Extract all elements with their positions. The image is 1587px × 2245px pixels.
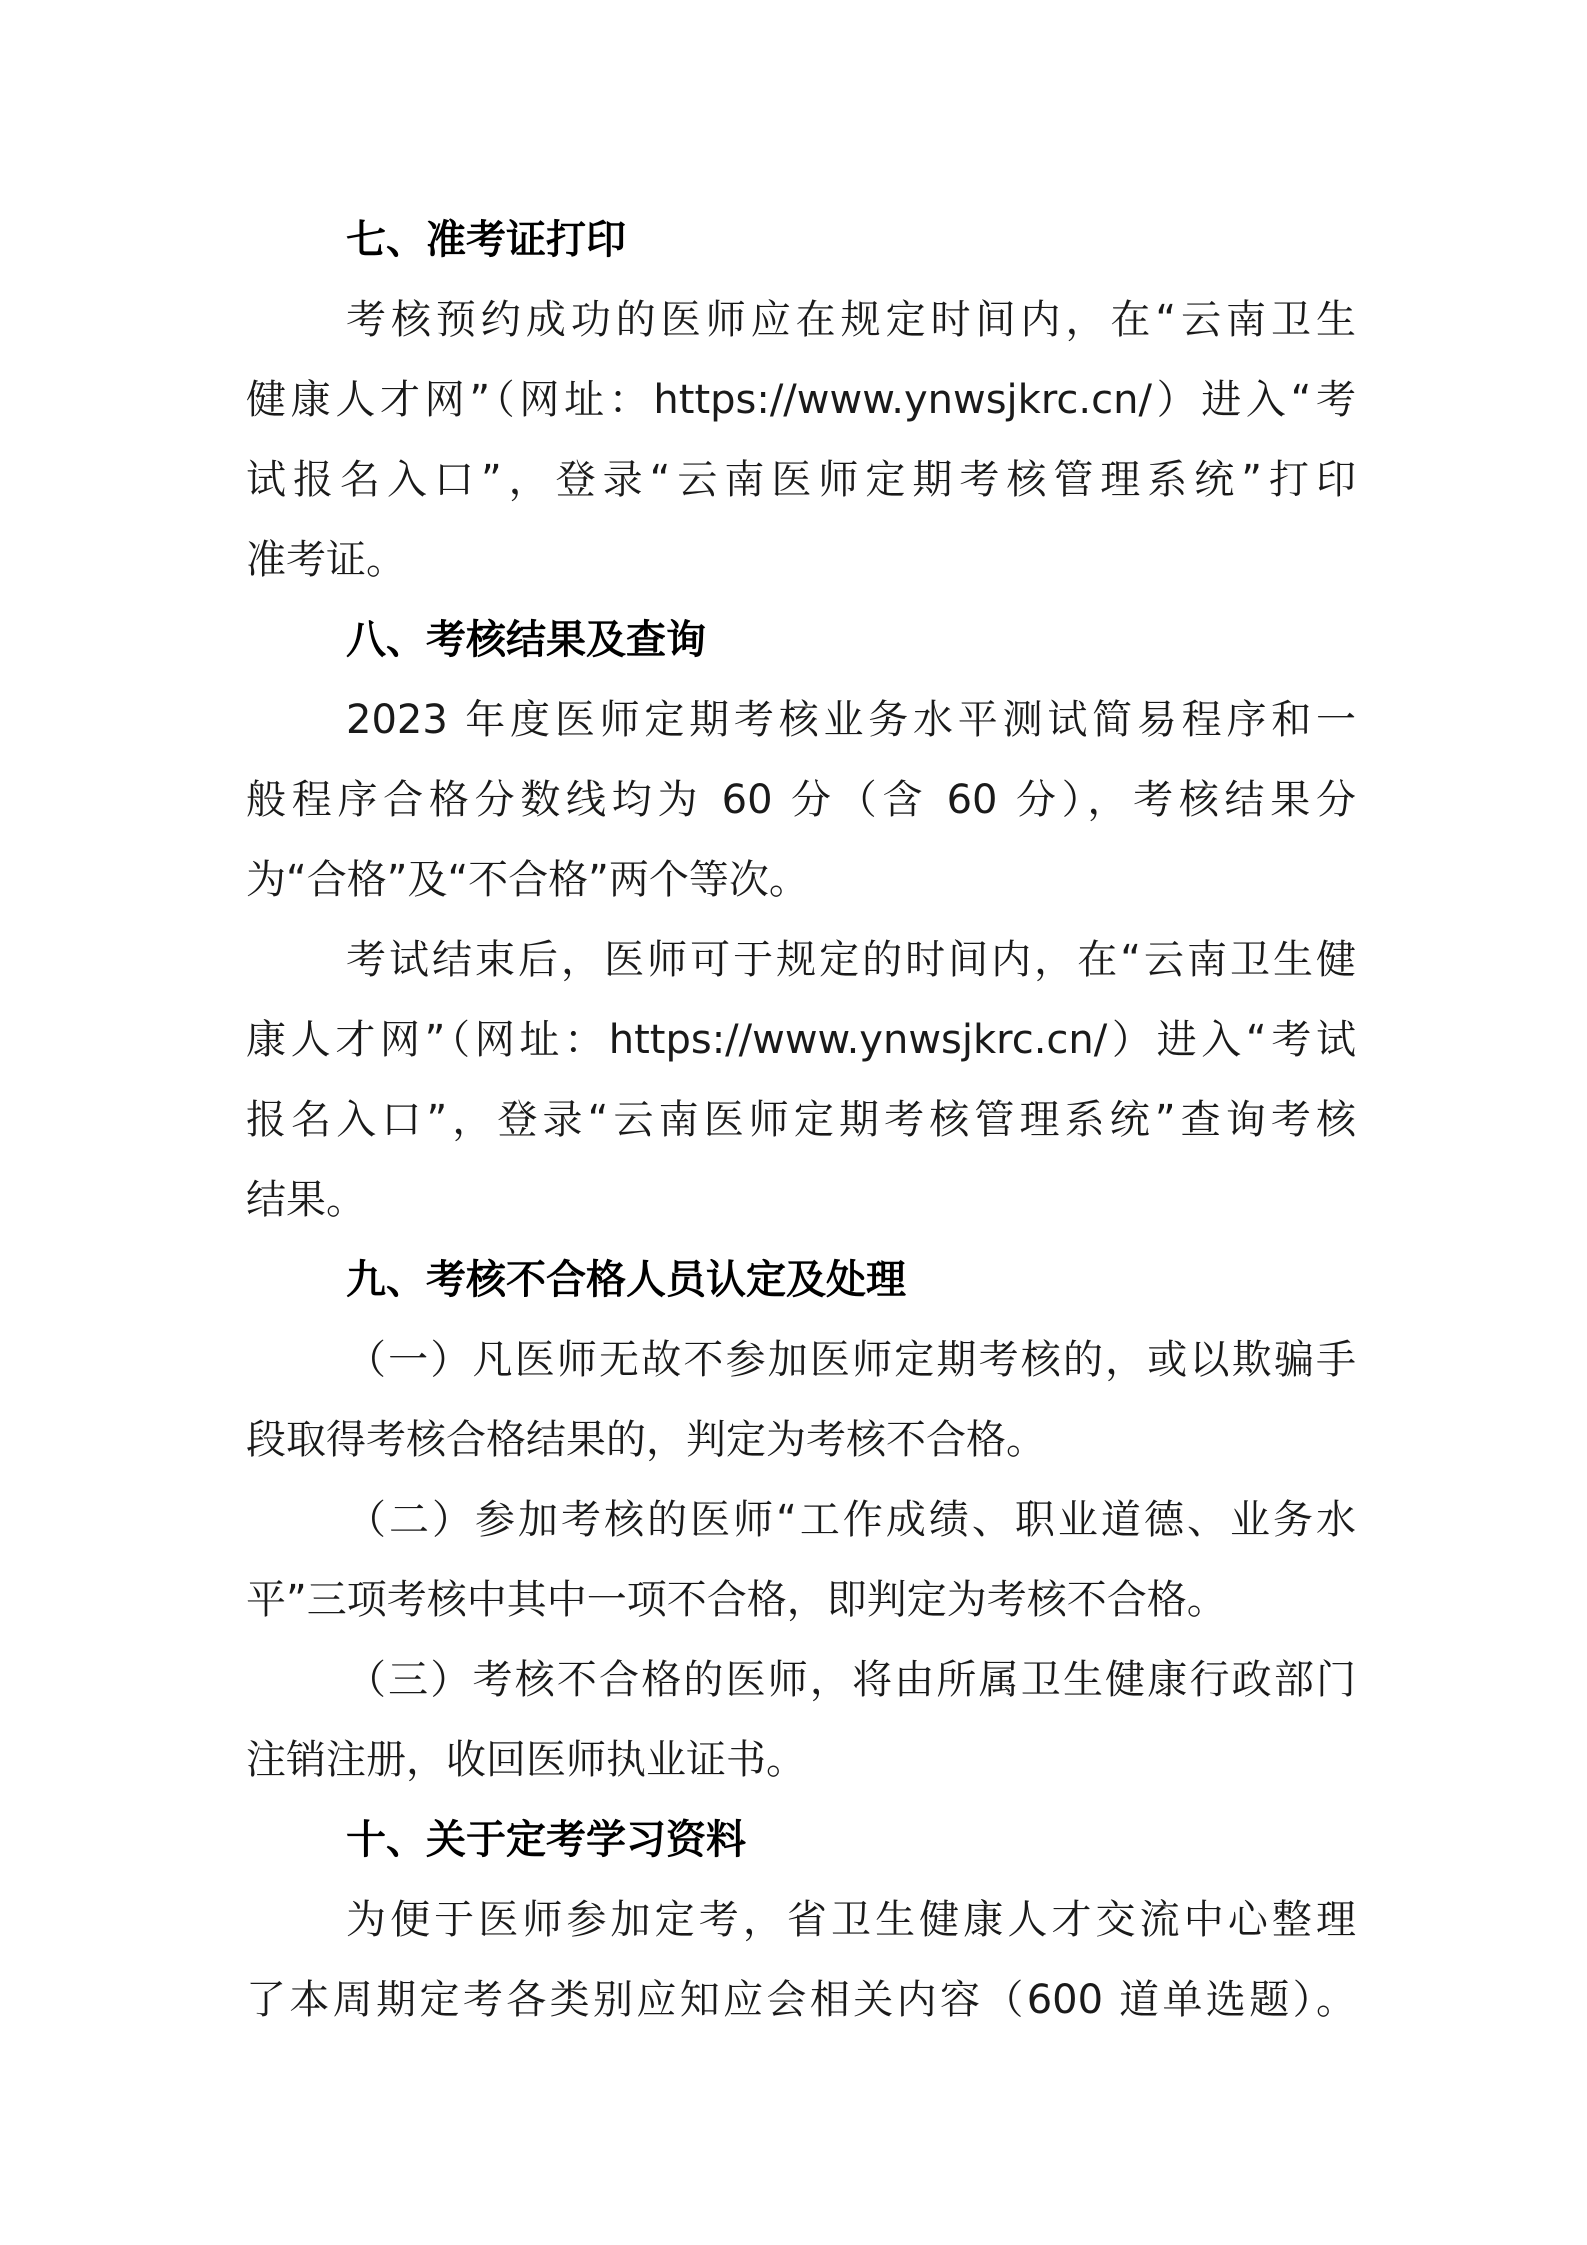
section-8-p1-line-1: 2023 年度医师定期考核业务水平测试简易程序和一 xyxy=(346,697,1356,743)
section-7-line-1: 考核预约成功的医师应在规定时间内，在“云南卫生 xyxy=(346,297,1356,343)
section-8-p2-line-2: 康人才网”（网址：https://www.ynwsjkrc.cn/）进入“考试 xyxy=(246,1017,1356,1063)
section-8-p2-line-1: 考试结束后，医师可于规定的时间内，在“云南卫生健 xyxy=(346,937,1356,983)
section-10-line-1: 为便于医师参加定考，省卫生健康人才交流中心整理 xyxy=(346,1897,1356,1943)
section-8-p2-line-4: 结果。 xyxy=(246,1177,366,1223)
section-7-line-4: 准考证。 xyxy=(246,537,406,583)
section-9-p2-line-2: 平”三项考核中其中一项不合格，即判定为考核不合格。 xyxy=(246,1577,1227,1623)
section-10-heading: 十、关于定考学习资料 xyxy=(346,1817,746,1863)
section-7-heading: 七、准考证打印 xyxy=(346,217,626,263)
section-8-p1-line-3: 为“合格”及“不合格”两个等次。 xyxy=(246,857,809,903)
section-9-p1-line-1: （一）凡医师无故不参加医师定期考核的，或以欺骗手 xyxy=(346,1337,1356,1383)
section-9-p3-line-1: （三）考核不合格的医师，将由所属卫生健康行政部门 xyxy=(346,1657,1356,1703)
section-8-p2-line-3: 报名入口”，登录“云南医师定期考核管理系统”查询考核 xyxy=(246,1097,1356,1143)
section-7-line-3: 试报名入口”，登录“云南医师定期考核管理系统”打印 xyxy=(246,457,1356,503)
section-8-heading: 八、考核结果及查询 xyxy=(346,617,706,663)
section-10-line-2: 了本周期定考各类别应知应会相关内容（600 道单选题）。 xyxy=(246,1977,1356,2023)
section-7-line-2: 健康人才网”（网址：https://www.ynwsjkrc.cn/）进入“考 xyxy=(246,377,1356,423)
section-9-heading: 九、考核不合格人员认定及处理 xyxy=(346,1257,906,1303)
section-8-p1-line-2: 般程序合格分数线均为 60 分（含 60 分），考核结果分 xyxy=(246,777,1356,823)
section-9-p3-line-2: 注销注册，收回医师执业证书。 xyxy=(246,1737,806,1783)
section-9-p2-line-1: （二）参加考核的医师“工作成绩、职业道德、业务水 xyxy=(346,1497,1356,1543)
section-9-p1-line-2: 段取得考核合格结果的，判定为考核不合格。 xyxy=(246,1417,1046,1463)
